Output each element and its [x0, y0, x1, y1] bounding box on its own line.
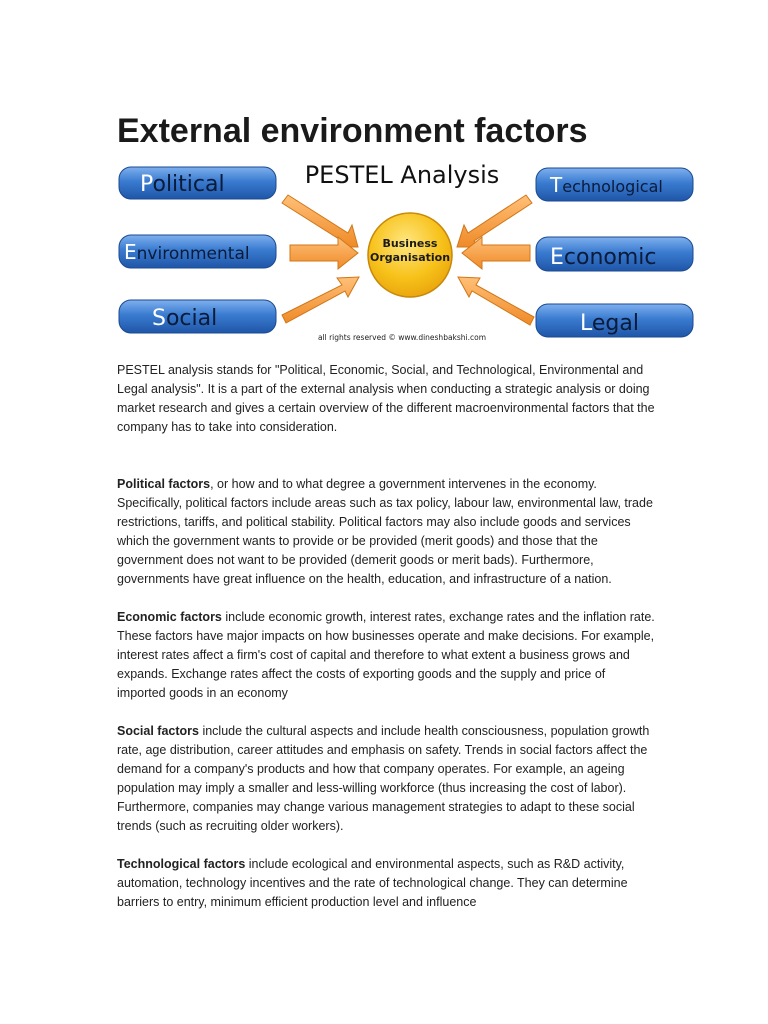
section-text: include economic growth, interest rates, exchange rates and the inflation rate. These factors have major impacts on how businesses operate and make decisions. For example, interest rates affect a firm's cost of capital and therefore to what extent a business grows and expands. Exchange rates affect the costs of exporting goods and the supply and price of imported goods in an economy	[117, 610, 655, 700]
section-technological	[117, 855, 657, 912]
svg-text:Technological	[549, 173, 663, 197]
factor-social	[119, 300, 276, 333]
factor-environmental	[119, 235, 276, 268]
factor-rest: echnological	[562, 177, 663, 196]
section-text: include the cultural aspects and include health consciousness, population growth rate, age distribution, career attitudes and emphasis on safety. Trends in social factors affect the demand for a company's products and how that company operates. For example, an ageing population may imply a smaller and less-willing workforce (thus increasing the cost of labor). Furthermore, companies may change various management strategies to adapt to these social trends (such as recruiting older workers).	[117, 724, 650, 833]
svg-text:Social	[152, 306, 217, 331]
factor-initial: S	[152, 306, 166, 331]
svg-text:Legal	[580, 311, 639, 336]
article-body	[117, 361, 657, 931]
arrow-legal	[458, 277, 534, 325]
factor-initial: P	[140, 172, 153, 197]
diagram-credit: all rights reserved © www.dineshbakshi.com	[317, 333, 487, 342]
pestel-diagram	[110, 155, 700, 350]
factor-initial: E	[550, 245, 564, 270]
section-heading: Technological factors	[117, 857, 246, 871]
factor-initial: L	[580, 311, 592, 336]
factor-rest: egal	[591, 311, 639, 336]
section-economic	[117, 608, 657, 703]
factor-rest: nvironmental	[136, 244, 250, 264]
business-organisation-circle	[368, 213, 452, 297]
svg-text:Environmental	[124, 240, 250, 264]
factor-legal	[536, 304, 693, 337]
section-political	[117, 475, 657, 589]
factor-rest: ocial	[165, 306, 218, 331]
factor-initial: E	[124, 240, 137, 264]
arrow-technological	[457, 195, 532, 247]
arrow-political	[282, 195, 358, 247]
factor-rest: olitical	[152, 172, 225, 197]
factor-initial: T	[550, 173, 563, 197]
factor-technological	[536, 168, 693, 201]
factor-economic	[536, 237, 693, 271]
arrow-social	[282, 277, 359, 323]
center-label-line1: Business	[382, 237, 438, 250]
pestel-diagram-svg	[110, 155, 700, 350]
factor-political	[119, 167, 276, 199]
section-text: , or how and to what degree a government intervenes in the economy. Specifically, political factors include areas such as tax policy, labour law, environmental law, trade restrictions, tariffs, and political stability. Political factors may also include goods and services which the government wants to provide or be provided (merit goods) and those that the government does not want to be provided (demerit goods or merit bads). Furthermore, governments have great influence on the health, education, and infrastructure of a nation.	[117, 477, 653, 586]
section-text: include ecological and environmental aspects, such as R&D activity, automation, technology incentives and the rate of technological change. They can determine barriers to entry, minimum efficient production level and influence	[117, 857, 628, 909]
factor-rest: conomic	[563, 245, 657, 270]
intro-paragraph: PESTEL analysis stands for "Political, Economic, Social, and Technological, Environmental and Legal analysis". It is a part of the external analysis when conducting a strategic analysis or doing market research and gives a certain overview of the different macroenvironmental factors that the company has to take into consideration.	[117, 363, 655, 434]
section-heading: Social factors	[117, 724, 199, 738]
center-label-line2: Organisation	[369, 251, 451, 264]
section-heading: Economic factors	[117, 610, 222, 624]
svg-text:Political	[140, 172, 225, 197]
section-social	[117, 722, 657, 836]
svg-text:Economic	[550, 245, 657, 270]
page-title: External environment factors	[117, 112, 588, 150]
diagram-heading: PESTEL Analysis	[304, 161, 500, 189]
section-heading: Political factors	[117, 477, 211, 491]
